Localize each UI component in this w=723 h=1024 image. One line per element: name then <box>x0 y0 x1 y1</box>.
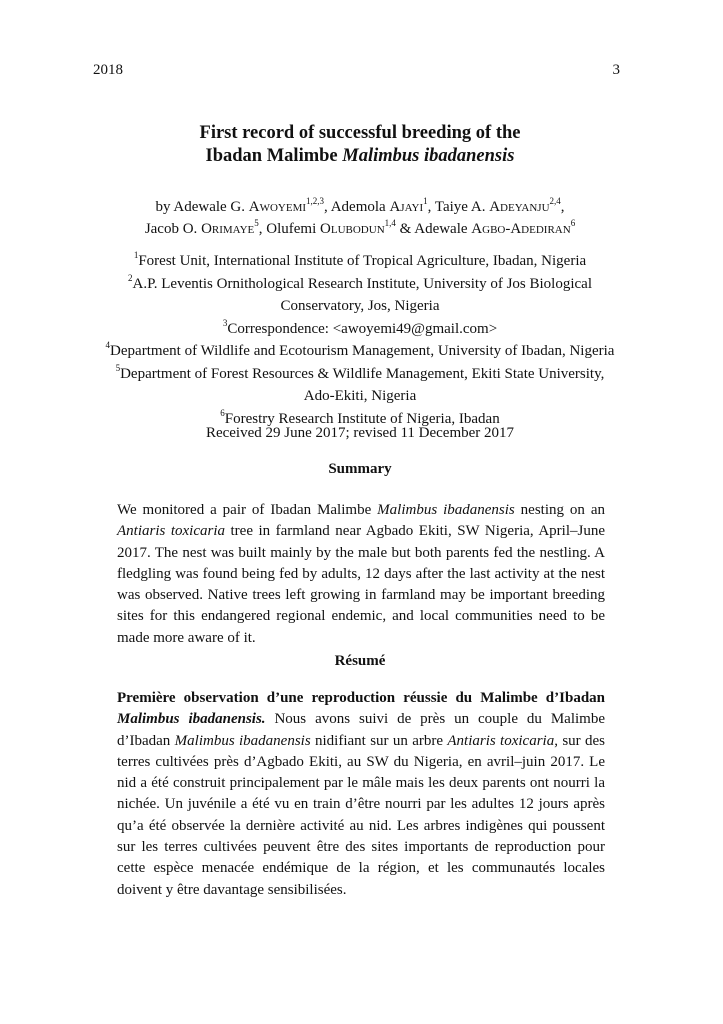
affiliation-2: $^2$A.P. Leventis Ornithological Research Institute, University of Jos Biological <box>127 272 592 292</box>
running-header-year: 2018 <box>93 62 123 78</box>
affiliation-3: $^3$Correspondence: <awoyemi49@gmail.com> <box>222 317 498 337</box>
resume-title: Première observation d’une reproduction réussie du Malimbe d’Ibadan <box>117 690 605 706</box>
author-list <box>80 196 640 240</box>
resume-heading: Résumé <box>334 653 386 669</box>
title-line-1: First record of successful breeding of the <box>199 123 521 143</box>
title-species-name: Malimbus ibadanensis <box>342 146 515 166</box>
title-common-name: Ibadan Malimbe <box>205 146 343 166</box>
author-agbo-adediran: Adewale Agbo-Adediran$^6$ <box>414 218 576 237</box>
affiliation-1: $^1$Forest Unit, International Institute of Tropical Agriculture, Ibadan, Nigeria <box>133 250 587 269</box>
page-number: 3 <box>612 62 620 78</box>
author-orimaye: Jacob O. Orimaye$^5$ <box>144 218 259 237</box>
summary-heading: Summary <box>328 461 392 477</box>
summary-text: We monitored a pair of Ibadan Malimbe Malimbus ibadanensis nesting on an Antiaris toxicaria tree in farmland near Agbado Ekiti, SW Nigeria, April–June 2017. The nest was built mainly by the male but both parents fed the nestling. A fledgling was found being fed by adults, 12 days after the last activity at the nest was observed. Native trees left growing in farmland may be important breeding sites for this endangered regional endemic, and local communities need to be made more aware of it. <box>117 502 605 646</box>
received-dates: Received 29 June 2017; revised 11 December 2017 <box>205 425 515 441</box>
affiliation-2-cont: Conservatory, Jos, Nigeria <box>280 298 440 314</box>
affiliation-6: $^6$Forestry Research Institute of Nigeria, Ibadan <box>220 407 500 427</box>
article-title <box>100 122 620 168</box>
title-line-2 <box>100 145 620 168</box>
resume-title-species: Malimbus ibadanensis. <box>117 711 266 728</box>
resume-text: Première observation d’une reproduction réussie du Malimbe d’Ibadan Malimbus ibadanensis. Nous avons suivi de près un couple du Malimbe d’Ibadan Malimbus ibadanensis nidifiant sur un arbre Antiaris toxicaria, sur des terres cultivées près d’Agbado Ekiti, au SW du Nigeria, en avril–juin 2017. Le nid a été construit principalement par le mâle mais les deux parents ont nourri la nichée. Un juvénile a été vu en train d’être nourri par les adultes 12 jours après qu’a été observée la dernière activité au nid. Les arbres indigènes qui poussent sur les terres cultivées peuvent être des sites importants de reproduction pour cette espèce menacée endémique de la région, et les communautés locales doivent y être davantage sensibilisées. <box>117 690 605 898</box>
affiliation-5: $^5$Department of Forest Resources & Wildlife Management, Ekiti State University, <box>115 362 605 382</box>
author-adeyanju: Taiye A. Adeyanju$^{2,4}$ <box>434 196 561 215</box>
affiliation-4: $^4$Department of Wildlife and Ecotourism Management, University of Ibadan, Nigeria <box>105 340 615 359</box>
author-olubodun: Olufemi Olubodun$^{1,4}$ <box>266 218 396 237</box>
author-line-2: Jacob O. Orimaye$^5$, Olufemi Olubodun$^{1,4}$ & Adewale Agbo-Adediran$^6$ <box>144 218 576 237</box>
author-awoyemi: Adewale G. Awoyemi$^{1,2,3}$ <box>173 196 325 215</box>
author-ajayi: Ademola Ajayi$^1$ <box>330 196 428 215</box>
author-by: by <box>155 199 174 215</box>
affiliation-5-cont: Ado-Ekiti, Nigeria <box>303 388 417 404</box>
author-line-1: by Adewale G. Awoyemi$^{1,2,3}$, Ademola Ajayi$^1$, Taiye A. Adeyanju$^{2,4}$, <box>155 196 565 215</box>
affiliations <box>60 250 660 430</box>
